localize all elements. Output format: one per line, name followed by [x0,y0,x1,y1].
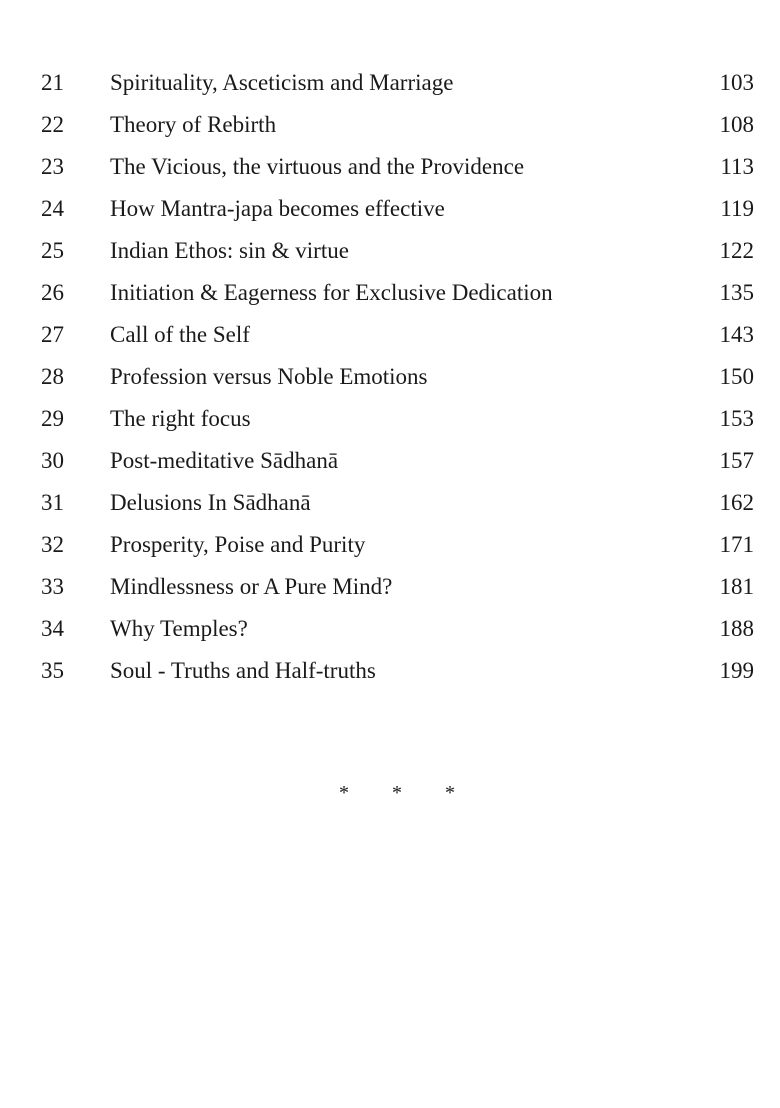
chapter-title: Initiation & Eagerness for Exclusive Dedication [110,280,553,305]
chapter-number: 24 [41,196,64,221]
chapter-number: 26 [41,280,64,305]
chapter-title: The right focus [110,406,251,431]
chapter-title: Delusions In Sādhanā [110,490,311,515]
toc-entry [0,482,780,524]
chapter-number: 22 [41,112,64,137]
asterisk-icon: * [392,782,402,804]
toc-entry [0,104,780,146]
page-number: 122 [719,238,754,263]
toc-entry [0,62,780,104]
page-number: 150 [719,364,754,389]
chapter-number: 21 [41,70,64,95]
toc-entry [0,608,780,650]
toc-entry [0,188,780,230]
page-number: 171 [719,532,754,557]
toc-entry [0,524,780,566]
toc-entry [0,566,780,608]
page-number: 119 [720,196,754,221]
chapter-number: 29 [41,406,64,431]
table-of-contents [0,62,780,692]
chapter-title: Call of the Self [110,322,250,347]
page-number: 143 [719,322,754,347]
chapter-title: Prosperity, Poise and Purity [110,532,366,557]
page-number: 162 [719,490,754,515]
chapter-title: Mindlessness or A Pure Mind? [110,574,393,599]
chapter-title: Soul - Truths and Half-truths [110,658,376,683]
toc-entry [0,272,780,314]
chapter-title: Theory of Rebirth [110,112,277,137]
chapter-number: 32 [41,532,64,557]
chapter-title: Profession versus Noble Emotions [110,364,428,389]
toc-entry [0,356,780,398]
toc-entry [0,650,780,692]
page-number: 153 [719,406,754,431]
asterisk-icon: * [339,782,349,804]
chapter-title: The Vicious, the virtuous and the Providence [110,154,525,179]
chapter-title: Why Temples? [110,616,248,641]
page-number: 199 [719,658,754,683]
chapter-title: How Mantra-japa becomes effective [110,196,445,221]
chapter-number: 35 [41,658,64,683]
chapter-number: 25 [41,238,64,263]
page-number: 181 [719,574,754,599]
page-number: 103 [719,70,754,95]
chapter-number: 33 [41,574,64,599]
chapter-number: 27 [41,322,64,347]
chapter-number: 31 [41,490,64,515]
toc-entry [0,440,780,482]
chapter-title: Indian Ethos: sin & virtue [110,238,349,263]
chapter-title: Spirituality, Asceticism and Marriage [110,70,454,95]
page-number: 135 [719,280,754,305]
chapter-number: 28 [41,364,64,389]
asterisk-icon: * [445,782,455,804]
toc-entry [0,230,780,272]
toc-entry [0,314,780,356]
chapter-number: 34 [41,616,64,641]
toc-entry [0,146,780,188]
page-number: 108 [719,112,754,137]
page-number: 113 [720,154,754,179]
toc-entry [0,398,780,440]
chapter-number: 23 [41,154,64,179]
section-end-ornament [0,782,780,812]
page-number: 157 [719,448,754,473]
chapter-title: Post-meditative Sādhanā [110,448,339,473]
chapter-number: 30 [41,448,64,473]
page-number: 188 [719,616,754,641]
